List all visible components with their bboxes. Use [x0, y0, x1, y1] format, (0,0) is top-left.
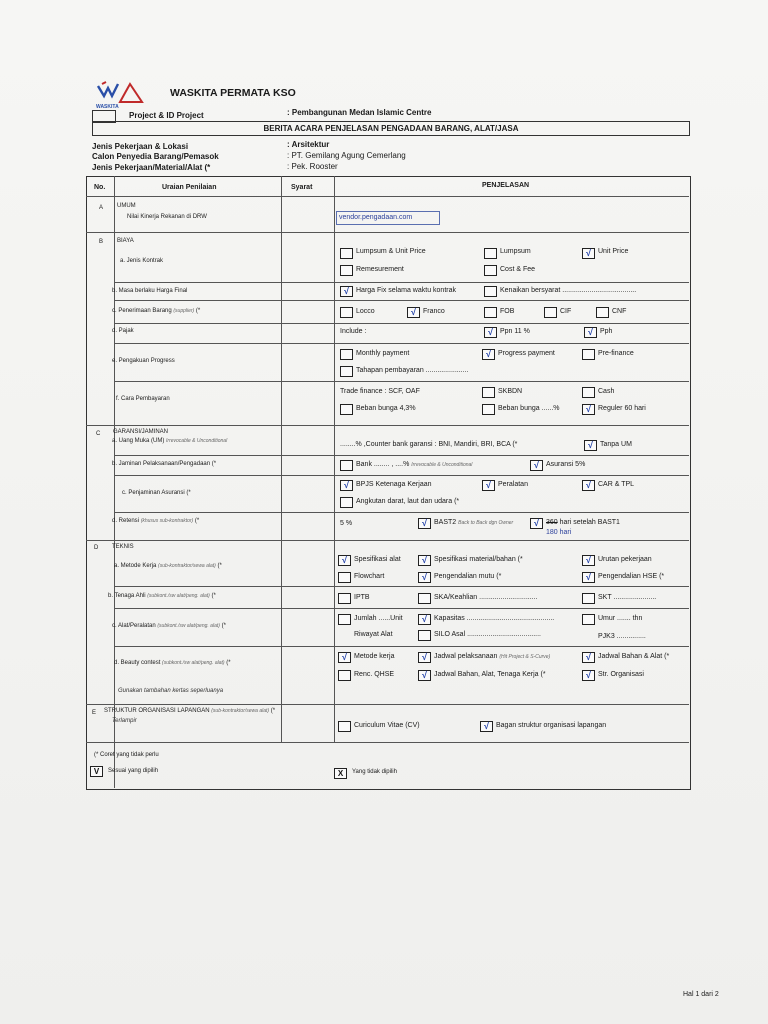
- option-label: Locco: [356, 308, 375, 315]
- option-label: Tanpa UM: [600, 441, 632, 448]
- option-label: Pengendalian HSE (*: [598, 573, 665, 580]
- section-title: STRUKTUR ORGANISASI LAPANGAN (sub-kontraktor/sewa alat) (*: [104, 708, 276, 714]
- option-label: 5 %: [340, 520, 353, 527]
- checkbox[interactable]: [338, 614, 351, 625]
- row-divider: [114, 512, 689, 513]
- option-label: IPTB: [354, 594, 370, 601]
- col-divider: [281, 176, 282, 742]
- row-label: b. Masa berlaku Harga Final: [112, 288, 188, 294]
- option-label: Spesifikasi alat: [354, 556, 401, 563]
- checkbox[interactable]: [340, 349, 353, 360]
- option-label: Jumlah ......Unit: [354, 615, 403, 622]
- option-label: Progress payment: [498, 350, 555, 357]
- row-label: a. Metode Kerja (sub-kontraktor/sewa alat) (*: [114, 563, 222, 569]
- row-label: f. Cara Pembayaran: [116, 396, 170, 402]
- checkbox[interactable]: [582, 593, 595, 604]
- header-syarat: Syarat: [291, 184, 313, 191]
- checkbox-checked[interactable]: √: [584, 440, 597, 451]
- option-label: Urutan pekerjaan: [598, 556, 652, 563]
- option-label: Angkutan darat, laut dan udara (*: [356, 498, 460, 505]
- option-label: Jadwal pelaksanaan (Hit Project & S-Curve): [434, 653, 551, 660]
- option-label: Kenaikan bersyarat ......................................: [500, 287, 637, 294]
- row-label: d. Beauty contest (subkont./sw alat/peng. alat) (*: [114, 660, 231, 666]
- row-divider: [86, 540, 689, 541]
- option-label: 360 hari setelah BAST1: [546, 519, 620, 526]
- checkbox[interactable]: [582, 387, 595, 398]
- row-divider: [114, 343, 689, 344]
- option-label: Flowchart: [354, 573, 385, 580]
- row-divider: [114, 608, 689, 609]
- option-label: SILO Asal ......................................: [434, 631, 541, 638]
- row-divider: [86, 196, 689, 197]
- row-divider: [114, 646, 689, 647]
- section-no: B: [99, 239, 104, 245]
- checkbox[interactable]: [582, 614, 595, 625]
- checkbox-checked[interactable]: √: [582, 248, 595, 259]
- option-label: Riwayat Alat: [354, 631, 393, 638]
- row-divider: [86, 704, 689, 705]
- material-value: : Pek. Rooster: [287, 162, 338, 171]
- option-label: Bagan struktur organisasi lapangan: [496, 722, 607, 729]
- option-label: Curiculum Vitae (CV): [354, 722, 420, 729]
- section-title: UMUM: [117, 203, 136, 209]
- checkbox[interactable]: [338, 593, 351, 604]
- option-label: Lumpsum: [500, 248, 531, 255]
- row-divider: [114, 475, 689, 476]
- checkbox-checked[interactable]: √: [418, 572, 431, 583]
- option-label: Cash: [598, 388, 615, 395]
- row-label: d. Pajak: [112, 328, 134, 334]
- header-uraian: Uraian Penilaian: [162, 184, 217, 191]
- option-label: Metode kerja: [354, 653, 395, 660]
- option-label: Franco: [423, 308, 445, 315]
- option-label: Beban bunga 4,3%: [356, 405, 416, 412]
- row-label: a. Uang Muka (UM) Irrevocable & Unconditional: [112, 438, 228, 444]
- checkbox[interactable]: [340, 404, 353, 415]
- checkbox-checked[interactable]: √: [484, 327, 497, 338]
- legend-checkbox: X: [334, 768, 347, 779]
- row-divider: [86, 425, 689, 426]
- checkbox-checked[interactable]: √: [418, 614, 431, 625]
- option-label: Str. Organisasi: [598, 671, 644, 678]
- project-label: Project & ID Project: [129, 111, 204, 120]
- jenis-lokasi-label: Jenis Pekerjaan & Lokasi: [92, 142, 189, 151]
- option-label: Renc. QHSE: [354, 671, 395, 678]
- checkbox[interactable]: [484, 286, 497, 297]
- option-label: Asuransi 5%: [546, 461, 586, 468]
- legend-label: Yang tidak dipilih: [352, 769, 397, 775]
- checkbox-checked[interactable]: √: [584, 327, 597, 338]
- checkbox[interactable]: [340, 366, 353, 377]
- project-value: : Pembangunan Medan Islamic Centre: [287, 108, 432, 117]
- option-label: Lumpsum & Unit Price: [356, 248, 426, 255]
- row-label: c. Alat/Peralatan (subkont./sw alat/peng. alat) (*: [112, 623, 226, 629]
- option-label: SKBDN: [498, 388, 523, 395]
- row-divider: [114, 455, 689, 456]
- row-divider: [114, 381, 689, 382]
- jenis-lokasi-value: : Arsitektur: [287, 140, 330, 149]
- checkbox-checked[interactable]: √: [582, 404, 595, 415]
- option-label: Pph: [600, 328, 613, 335]
- svg-text:WASKITA: WASKITA: [96, 104, 119, 110]
- option-label: BPJS Ketenaga Kerjaan: [356, 481, 432, 488]
- checkbox[interactable]: [482, 404, 495, 415]
- option-label: SKA/Keahlian ..............................: [434, 594, 538, 601]
- section-title: BIAYA: [117, 238, 134, 244]
- option-label: Bank ........ , ....% Irrevocable & Unconditional: [356, 461, 473, 468]
- option-label: Harga Fix selama waktu kontrak: [356, 287, 456, 294]
- checkbox-checked[interactable]: √: [480, 721, 493, 732]
- header-penjelasan: PENJELASAN: [482, 182, 530, 189]
- checkbox[interactable]: [340, 248, 353, 259]
- checkbox[interactable]: [484, 307, 497, 318]
- option-label: Remesurement: [356, 266, 404, 273]
- checkbox[interactable]: [340, 497, 353, 508]
- option-label: Tahapan pembayaran ......................: [356, 367, 469, 374]
- section-no: A: [99, 205, 104, 211]
- vendor-link[interactable]: vendor.pengadaan.com: [336, 211, 440, 225]
- checkbox-checked[interactable]: √: [418, 652, 431, 663]
- col-divider: [114, 176, 115, 788]
- checkbox[interactable]: [484, 265, 497, 276]
- option-label: PJK3 ...............: [598, 633, 646, 640]
- checkbox-checked[interactable]: √: [582, 670, 595, 681]
- section-no: C: [96, 431, 101, 437]
- row-label: b. Jaminan Pelaksanaan/Pengadaan (*: [112, 461, 217, 467]
- row-label: e. Pengakuan Progress: [112, 358, 175, 364]
- checkbox[interactable]: [338, 721, 351, 732]
- checkbox-checked[interactable]: √: [530, 518, 543, 529]
- material-label: Jenis Pekerjaan/Material/Alat (*: [92, 163, 211, 172]
- option-label: Jadwal Bahan, Alat, Tenaga Kerja (*: [434, 671, 546, 678]
- row-label: d. Retensi (khusus sub-kontraktor) (*: [112, 518, 200, 524]
- calon-value: : PT. Gemilang Agung Cemerlang: [287, 151, 406, 160]
- option-label: Kapasitas .............................................: [434, 615, 555, 622]
- document-title: BERITA ACARA PENJELASAN PENGADAAN BARANG, ALAT/JASA: [92, 121, 690, 136]
- checkbox[interactable]: [340, 307, 353, 318]
- checkbox[interactable]: [340, 265, 353, 276]
- option-label: Beban bunga ......%: [498, 405, 560, 412]
- checkbox[interactable]: [544, 307, 557, 318]
- checkbox[interactable]: [340, 460, 353, 471]
- option-label: FOB: [500, 308, 515, 315]
- checkbox[interactable]: [418, 593, 431, 604]
- option-label: Peralatan: [498, 481, 528, 488]
- checkbox-checked[interactable]: √: [582, 572, 595, 583]
- option-label: CIF: [560, 308, 572, 315]
- option-label: Cost & Fee: [500, 266, 536, 273]
- checkbox-checked[interactable]: √: [418, 518, 431, 529]
- page-number: Hal 1 dari 2: [683, 991, 719, 998]
- row-label: c. Penerimaan Barang (supplier) (*: [112, 308, 201, 314]
- checkbox-checked[interactable]: √: [582, 555, 595, 566]
- option-label: Trade finance : SCF, OAF: [340, 388, 420, 395]
- checkbox-checked[interactable]: √: [338, 652, 351, 663]
- row-note: Terlampir: [112, 718, 137, 724]
- legend-note: (* Coret yang tidak perlu: [94, 752, 159, 758]
- checkbox-checked[interactable]: √: [418, 555, 431, 566]
- checkbox[interactable]: [338, 572, 351, 583]
- section-title: TEKNIS: [112, 544, 134, 550]
- checkbox-checked[interactable]: √: [418, 670, 431, 681]
- row-label: c. Penjaminan Asuransi (*: [122, 490, 191, 496]
- legend-checkbox: V: [90, 766, 103, 777]
- option-label: Pengendalian mutu (*: [434, 573, 502, 580]
- checkbox[interactable]: [338, 670, 351, 681]
- row-label: Nilai Kinerja Rekanan di DRW: [127, 214, 207, 220]
- option-label: CAR & TPL: [598, 481, 635, 488]
- checkbox[interactable]: [418, 630, 431, 641]
- option-label: Umur ....... thn: [598, 615, 643, 622]
- section-title: GARANSI/JAMINAN: [113, 429, 169, 435]
- checkbox-checked[interactable]: √: [482, 480, 495, 491]
- checkbox-checked[interactable]: √: [482, 349, 495, 360]
- option-label: Include :: [340, 328, 367, 335]
- checkbox-checked[interactable]: √: [340, 286, 353, 297]
- row-divider: [86, 742, 689, 743]
- checkbox-checked[interactable]: √: [340, 480, 353, 491]
- calon-label: Calon Penyedia Barang/Pemasok: [92, 152, 219, 161]
- option-label: Ppn 11 %: [500, 328, 530, 335]
- checkbox-checked[interactable]: √: [582, 480, 595, 491]
- checkbox[interactable]: [482, 387, 495, 398]
- option-label: CNF: [612, 308, 627, 315]
- row-divider: [114, 323, 689, 324]
- option-label: Unit Price: [598, 248, 629, 255]
- row-label: a. Jenis Kontrak: [120, 258, 164, 264]
- option-label: SKT ......................: [598, 594, 657, 601]
- company-name: WASKITA PERMATA KSO: [170, 87, 296, 99]
- option-label: BAST2 Back to Back dgn Owner: [434, 519, 514, 526]
- checkbox[interactable]: [582, 349, 595, 360]
- row-divider: [114, 282, 689, 283]
- checkbox-checked[interactable]: √: [338, 555, 351, 566]
- option-label: ........% ,Counter bank garansi : BNI, Mandiri, BRI, BCA (*: [340, 441, 518, 448]
- row-divider: [114, 586, 689, 587]
- option-label: Jadwal Bahan & Alat (*: [598, 653, 670, 660]
- waskita-logo: [94, 80, 152, 114]
- row-note: Gunakan tambahan kertas seperluanya: [118, 688, 224, 694]
- section-no: D: [94, 545, 99, 551]
- section-no: E: [92, 710, 97, 716]
- row-label: b. Tenaga Ahli (subkont./sw alat/peng. alat) (*: [108, 593, 216, 599]
- checkbox-checked[interactable]: √: [582, 652, 595, 663]
- option-label: Reguler 60 hari: [598, 405, 646, 412]
- col-divider: [334, 176, 335, 742]
- row-divider: [114, 300, 689, 301]
- checkbox[interactable]: [596, 307, 609, 318]
- option-label: Spesifikasi material/bahan (*: [434, 556, 523, 563]
- checkbox-checked[interactable]: √: [407, 307, 420, 318]
- legend-label: Sesuai yang dipilih: [108, 768, 159, 774]
- header-no: No.: [94, 184, 106, 191]
- checkbox[interactable]: [484, 248, 497, 259]
- checkbox-checked[interactable]: √: [530, 460, 543, 471]
- row-divider: [86, 232, 689, 233]
- option-label: Pre-finance: [598, 350, 634, 357]
- handwritten-note: 180 hari: [546, 529, 572, 536]
- option-label: Monthly payment: [356, 350, 410, 357]
